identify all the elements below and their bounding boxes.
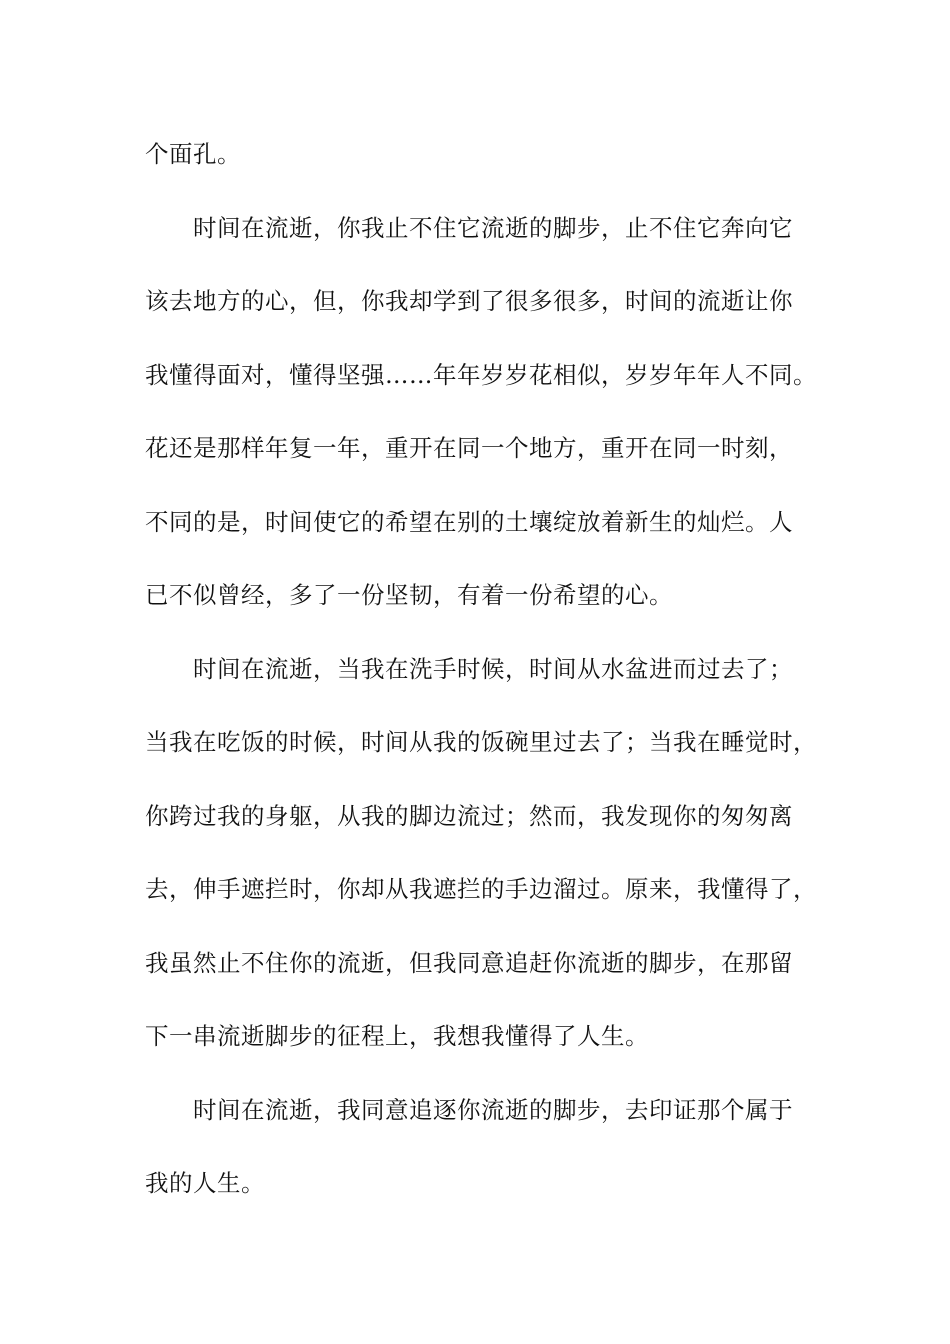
text-line: 你跨过我的身躯，从我的脚边流过；然而，我发现你的匆匆离: [145, 801, 793, 830]
text-line: 我虽然止不住你的流逝，但我同意追赶你流逝的脚步，在那留: [145, 948, 793, 977]
text-line: 我懂得面对，懂得坚强……年年岁岁花相似，岁岁年年人不同。: [145, 360, 817, 389]
text-line: 该去地方的心，但，你我却学到了很多很多，时间的流逝让你: [145, 287, 793, 315]
text-line: 花还是那样年复一年，重开在同一个地方，重开在同一时刻，: [145, 434, 793, 462]
text-line: 已不似曾经，多了一份坚韧，有着一份希望的心。: [145, 581, 673, 609]
text-line: 下一串流逝脚步的征程上，我想我懂得了人生。: [145, 1022, 649, 1050]
text-line: 我的人生。: [145, 1169, 265, 1197]
text-line: 时间在流逝，当我在洗手时候，时间从水盆进而过去了；: [193, 654, 793, 683]
text-line: 时间在流逝，你我止不住它流逝的脚步，止不住它奔向它: [193, 213, 793, 242]
text-line: 时间在流逝，我同意追逐你流逝的脚步，去印证那个属于: [193, 1095, 793, 1124]
text-line: 不同的是，时间使它的希望在别的土壤绽放着新生的灿烂。人: [145, 507, 793, 536]
text-line: 个面孔。: [145, 140, 241, 168]
text-line: 去，伸手遮拦时，你却从我遮拦的手边溜过。原来，我懂得了，: [145, 875, 817, 903]
text-line: 当我在吃饭的时候，时间从我的饭碗里过去了；当我在睡觉时，: [145, 728, 817, 756]
essay-body: [145, 130, 825, 1207]
